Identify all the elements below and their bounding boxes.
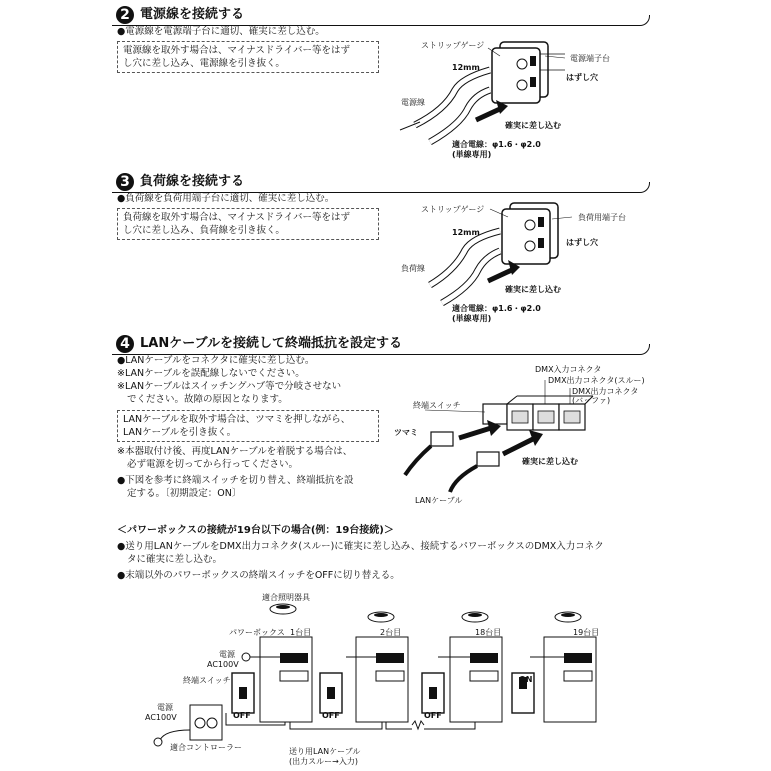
chain-switch-state-2: OFF [322, 711, 340, 720]
chain-ctrl-power2-label: AC100V [145, 713, 177, 722]
section4-insert-label: 確実に差し込む [522, 457, 578, 466]
section2-note-line2: し穴に差し込み、電源線を引き抜く。 [123, 58, 285, 69]
chain-fixture-label: 適合照明器具 [262, 593, 310, 602]
chain-switch-state-18: OFF [424, 711, 442, 720]
section4-header [112, 335, 650, 355]
chain-unit-18: 18台目 [475, 628, 502, 637]
section3-wire-label: 負荷線 [401, 264, 425, 273]
section4-knob-label: ツマミ [394, 428, 418, 437]
section4-line2: ※LANケーブルを誤配線しないでください。 [117, 368, 305, 379]
chain-bullet2: ●末端以外のパワーボックスの終端スイッチをOFFに切り替える。 [117, 570, 400, 581]
section4-line3: ※LANケーブルはスイッチングハブ等で分岐させない [117, 381, 342, 392]
section3-number: 3 [116, 173, 134, 191]
section3-release-hole-label: はずし穴 [566, 238, 598, 247]
section2-terminal-label: 電源端子台 [570, 54, 610, 63]
chain-cable2-label: (出力スルー→入力) [289, 757, 358, 766]
section3-header [112, 173, 650, 193]
section3-strip-gauge-label: ストリップゲージ [421, 205, 485, 214]
section3-length-label: 12mm [452, 228, 480, 237]
section4-line6: 必ず電源を切ってから行ってください。 [127, 459, 299, 470]
chain-bullet1-line2: タに確実に差し込む。 [127, 554, 223, 565]
section3-note-line2: し穴に差し込み、負荷線を引き抜く。 [123, 225, 285, 236]
section2-fit-wire-label: 適合電線：φ1.6・φ2.0 [452, 140, 541, 149]
section2-note-line1: 電源線を取外す場合は、マイナスドライバー等をはず [123, 45, 350, 56]
chain-ctrl-power1-label: 電源 [157, 703, 173, 712]
chain-unit-1: 1台目 [290, 628, 312, 637]
section3-note [117, 208, 379, 240]
chain-switch-state-19: ON [519, 675, 533, 684]
chain-term-switch-label: 終端スイッチ [183, 676, 231, 685]
section3-title: 負荷線を接続する [140, 174, 245, 189]
section4-lan-cable-label: LANケーブル [415, 496, 463, 505]
section3-terminal-label: 負荷用端子台 [578, 213, 626, 222]
chain-unit-19: 19台目 [573, 628, 600, 637]
section4-dmx-buf-label: DMX出力コネクタ [572, 387, 639, 396]
fixture-lamp [270, 604, 296, 614]
section4-line8: 定する。〔初期設定：ON〕 [127, 488, 242, 499]
section2-length-label: 12mm [452, 63, 480, 72]
section2-number: 2 [116, 6, 134, 24]
section4-dmx-thru-label: DMX出力コネクタ(スルー) [548, 376, 645, 385]
section4-line7: ●下図を参考に終端スイッチを切り替え、終端抵抗を設 [117, 475, 354, 486]
chain-power1-label: 電源 [219, 650, 235, 659]
section2-wire-label: 電源線 [401, 98, 425, 107]
section4-line1: ●LANケーブルをコネクタに確実に差し込む。 [117, 355, 315, 366]
section3-bullet: ●負荷線を負荷用端子台に適切、確実に差し込む。 [117, 193, 335, 204]
section2-bullet: ●電源線を電源端子台に適切、確実に差し込む。 [117, 26, 325, 37]
section2-strip-gauge-label: ストリップゲージ [421, 41, 485, 50]
section4-line4: でください。故障の原因となります。 [127, 394, 288, 405]
chain-unit-2: 2台目 [380, 628, 402, 637]
section2-header [112, 6, 650, 26]
chain-switch-state-1: OFF [233, 711, 251, 720]
section4-note-line2: LANケーブルを引き抜く。 [123, 427, 237, 438]
section4-dmx-in-label: DMX入力コネクタ [535, 365, 602, 374]
section4-note-line1: LANケーブルを取外す場合は、ツマミを押しながら、 [123, 414, 351, 425]
section3-note-line1: 負荷線を取外す場合は、マイナスドライバー等をはず [123, 212, 350, 223]
section4-number: 4 [116, 335, 134, 353]
section2-release-hole-label: はずし穴 [566, 73, 598, 82]
fixture-lamp [368, 612, 394, 622]
section4-note [117, 410, 379, 442]
section4-title: LANケーブルを接続して終端抵抗を設定する [140, 336, 403, 351]
section2-title: 電源線を接続する [140, 7, 245, 22]
section2-insert-label: 確実に差し込む [505, 121, 561, 130]
section2-single-label: (単線専用) [452, 150, 492, 159]
fixture-lamp [462, 612, 488, 622]
section2-note [117, 41, 379, 73]
chain-power2-label: AC100V [207, 660, 239, 669]
chain-bullet1-line1: ●送り用LANケーブルをDMX出力コネクタ(スルー)に確実に差し込み、接続するパワーボックスのDMX入力コネク [117, 541, 604, 552]
section4-dmx-buf2-label: (バッファ) [572, 396, 611, 405]
section3-fit-wire-label: 適合電線：φ1.6・φ2.0 [452, 304, 541, 313]
chain-powerbox-label: パワーボックス [229, 628, 285, 637]
fixture-lamp [555, 612, 581, 622]
section4-line5: ※本器取付け後、再度LANケーブルを着脱する場合は、 [117, 446, 353, 457]
section4-term-switch-label: 終端スイッチ [413, 401, 461, 410]
chain-controller-label: 適合コントローラー [170, 743, 242, 752]
chain-cable1-label: 送り用LANケーブル [289, 747, 361, 756]
section3-single-label: (単線専用) [452, 314, 492, 323]
chain-heading: ＜パワーボックスの接続が19台以下の場合(例：19台接続)＞ [117, 525, 394, 536]
section3-insert-label: 確実に差し込む [505, 285, 561, 294]
